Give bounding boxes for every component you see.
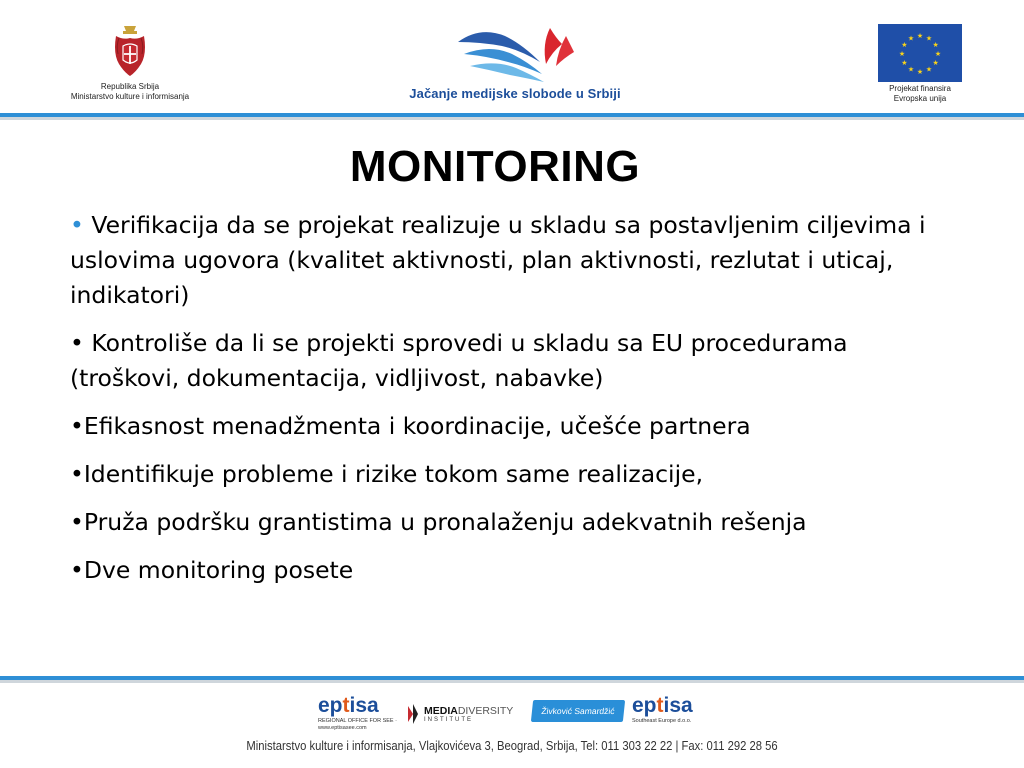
media-diversity-institute-logo <box>406 694 518 734</box>
bullet-text: Identifikuje probleme i rizike tokom same realizacije, <box>83 460 704 488</box>
svg-text:★: ★ <box>932 59 939 67</box>
bullet-text: Efikasnost menadžmenta i koordinacije, učešće partnera <box>83 412 751 440</box>
bullet-marker: • <box>70 329 84 357</box>
zivkovic-samardzic-badge: Živković Samardžić <box>531 700 625 722</box>
svg-text:★: ★ <box>901 41 908 49</box>
svg-text:★: ★ <box>901 59 908 67</box>
project-logo-title: Jačanje medijske slobode u Srbiji <box>409 86 621 101</box>
eptisa-word-a: ep <box>632 694 657 717</box>
eptisa-word-t: t <box>656 694 664 717</box>
eptisa-word-b: isa <box>663 694 693 717</box>
eptisa-wordmark <box>632 694 712 718</box>
eu-flag-icon <box>878 24 962 82</box>
footer-divider-gray <box>0 680 1024 683</box>
serbia-logo-line1: Republika Srbija <box>100 82 160 91</box>
svg-text:★: ★ <box>925 65 933 74</box>
header <box>0 0 1024 113</box>
svg-text:★: ★ <box>898 50 906 58</box>
eptisa-wordmark <box>318 694 398 718</box>
project-logo <box>400 22 630 107</box>
eu-logo-line2: Evropska unija <box>893 94 947 103</box>
bullet-marker: • <box>70 211 84 239</box>
project-wave-logo-icon <box>450 22 580 84</box>
bullet-item <box>70 326 950 396</box>
slide-title: MONITORING <box>349 142 641 191</box>
svg-text:★: ★ <box>925 34 933 43</box>
mdi-name-b: DIVERSITY <box>457 705 514 717</box>
eptisa-word-b: isa <box>349 694 379 717</box>
svg-text:★: ★ <box>932 41 939 49</box>
bullet-text: Verifikacija da se projekat realizuje u skladu sa postavljenim ciljevima i uslovima ugovora (kvalitet aktivnosti, plan aktivnosti, rezlutat i uticaj, indikatori) <box>70 211 926 309</box>
serbia-ministry-logo <box>60 24 200 108</box>
eptisa-regional-logo <box>318 694 398 734</box>
mdi-mark-icon <box>406 702 420 726</box>
eptisa-regional-subtitle: REGIONAL OFFICE FOR SEE · www.eptisasee.com <box>318 718 397 731</box>
bullet-item <box>70 457 950 492</box>
eu-funding-logo <box>872 24 968 108</box>
bullet-item <box>70 505 950 540</box>
bullet-marker: • <box>70 508 84 536</box>
bullet-marker: • <box>70 556 84 584</box>
bullet-item <box>70 409 950 444</box>
svg-text:★: ★ <box>916 32 924 40</box>
svg-text:★: ★ <box>934 50 942 58</box>
eu-logo-line1: Projekat finansira <box>889 84 951 93</box>
mdi-name <box>424 705 513 717</box>
footer-contact: Ministarstvo kulture i informisanja, Vlajkovićeva 3, Beograd, Srbija, Tel: 011 303 22 22 | Fax: 011 292 28 56 <box>246 739 778 753</box>
eptisa-word-t: t <box>342 694 350 717</box>
eptisa-word-a: ep <box>318 694 343 717</box>
bullet-text: Dve monitoring posete <box>83 556 354 584</box>
svg-text:★: ★ <box>907 34 915 43</box>
mdi-institute: INSTITUTE <box>424 717 473 723</box>
eptisa-southeast-logo <box>632 694 712 734</box>
zivkovic-samardzic-logo <box>532 694 624 734</box>
svg-text:★: ★ <box>916 68 924 76</box>
serbia-crest-icon <box>113 24 147 80</box>
bullet-item <box>70 208 950 313</box>
eptisa-southeast-subtitle: Southeast Europe d.o.o. <box>632 718 692 724</box>
bullet-marker: • <box>70 460 84 488</box>
header-divider-gray <box>0 117 1024 120</box>
serbia-logo-line2: Ministarstvo kulture i informisanja <box>70 92 190 101</box>
bullet-list <box>70 208 950 601</box>
mdi-name-a: MEDIA <box>424 705 458 717</box>
bullet-marker: • <box>70 412 84 440</box>
svg-text:★: ★ <box>907 65 915 74</box>
bullet-text: Pruža podršku grantistima u pronalaženju adekvatnih rešenja <box>83 508 807 536</box>
bullet-text: Kontroliše da li se projekti sprovedi u skladu sa EU procedurama (troškovi, dokumentacija, vidljivost, nabavke) <box>70 329 848 392</box>
bullet-item <box>70 553 950 588</box>
